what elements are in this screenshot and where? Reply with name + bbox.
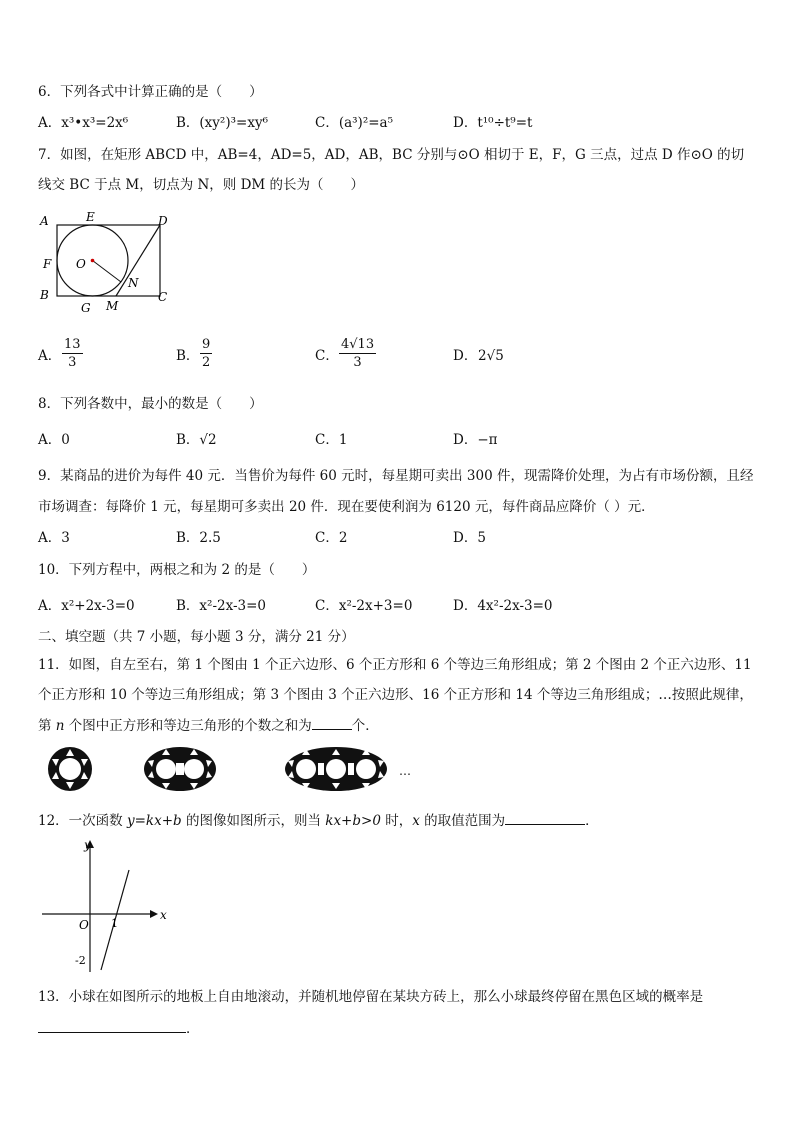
q13-answer-blank[interactable] — [38, 1032, 186, 1033]
q8-stem: 8．下列各数中，最小的数是（ ） — [38, 396, 263, 412]
tick-neg2-label: -2 — [75, 954, 86, 967]
section2-title: 二、填空题（共 7 小题，每小题 3 分，满分 21 分） — [38, 629, 355, 645]
tick-1-label: 1 — [111, 917, 118, 930]
label-f: F — [43, 257, 52, 271]
label-m: M — [106, 299, 119, 313]
q7-option-a-numerator: 13 — [64, 337, 81, 352]
q11-pattern-figure-2 — [143, 746, 217, 792]
q11-pattern-figure-3 — [284, 746, 388, 792]
q11-line3-n: n — [55, 718, 65, 734]
q10-option-a: A．x²+2x-3=0 — [38, 598, 135, 614]
label-e: E — [86, 210, 95, 224]
axis-y-label: y — [84, 838, 91, 852]
q12-stem-func: y=kx+b — [126, 813, 182, 829]
q7-option-b-numerator: 9 — [202, 337, 211, 352]
q7-option-b-denominator: 2 — [202, 355, 211, 370]
q11-line2: 个正方形和 10 个等边三角形组成；第 3 个图由 3 个正六边形、16 个正方形和 14 个等边三角形组成；…按照此规律， — [38, 687, 753, 703]
q11-line1: 11．如图，自左至右，第 1 个图由 1 个正六边形、6 个正方形和 6 个等边三角形组成；第 2 个图由 2 个正六边形、11 — [38, 657, 752, 673]
q12-stem-mid: 的图像如图所示，则当 — [181, 813, 326, 829]
q9-stem-line2: 市场调查：每降价 1 元，每星期可多卖出 20 件．现在要使利润为 6120 元，每件商品应降价（ ）元． — [38, 499, 655, 515]
q11-line3-end: 个． — [351, 718, 379, 734]
radius-on — [93, 261, 122, 283]
label-a: A — [40, 214, 49, 228]
q10-option-c: C．x²-2x+3=0 — [315, 598, 413, 614]
q9-option-a: A．3 — [38, 530, 70, 546]
q7-option-b-label: B． — [176, 348, 200, 364]
q12-stem-end: ． — [585, 813, 599, 829]
q7-option-c-denominator: 3 — [353, 355, 362, 370]
q6-option-d: D．t¹⁰÷t⁹=t — [453, 115, 533, 131]
q12-stem — [38, 812, 599, 830]
q7-option-c-fraction — [339, 337, 376, 370]
q11-pattern-figure-1 — [44, 746, 96, 792]
q8-option-b: B．√2 — [176, 432, 217, 448]
q6-stem: 6．下列各式中计算正确的是（ ） — [38, 84, 263, 100]
q7-option-d-value: 2√5 — [478, 348, 504, 364]
q8-option-a: A．0 — [38, 432, 70, 448]
q11-line3-post: 个图中正方形和等边三角形的个数之和为 — [64, 718, 312, 734]
q9-option-c: C．2 — [315, 530, 348, 546]
q13-line1: 13．小球在如图所示的地板上自由地滚动，并随机地停留在某块方砖上，那么小球最终停留在黑色区域的概率是 — [38, 989, 704, 1005]
q13-line2-end: ． — [186, 1021, 200, 1037]
q12-stem-post: 的取值范围为 — [419, 813, 506, 829]
q8-option-d: D．−π — [453, 432, 498, 448]
q11-line3 — [38, 717, 379, 735]
x-axis-arrow — [150, 910, 158, 918]
label-b: B — [40, 288, 49, 302]
q7-option-a-fraction — [62, 337, 83, 370]
q6-option-a: A．x³•x³=2x⁶ — [38, 115, 129, 131]
q12-stem-x: x — [412, 813, 420, 829]
label-d: D — [158, 214, 168, 228]
q12-stem-mid2: 时， — [380, 813, 413, 829]
q11-ellipsis: … — [399, 764, 411, 778]
q12-stem-cond: kx+b>0 — [325, 813, 381, 829]
q7-stem-line2: 线交 BC 于点 M，切点为 N，则 DM 的长为（ ） — [38, 177, 365, 193]
label-o: O — [76, 257, 86, 271]
q7-rectangle-circle-figure — [34, 208, 174, 316]
q10-stem: 10．下列方程中，两根之和为 2 的是（ ） — [38, 562, 316, 578]
q7-option-b-fraction — [200, 337, 212, 370]
q7-option-a-label: A． — [38, 348, 62, 364]
q7-stem-line1: 7．如图，在矩形 ABCD 中，AB=4，AD=5，AD，AB，BC 分别与⊙O 相切于 E，F，G 三点，过点 D 作⊙O 的切 — [38, 147, 745, 163]
q8-option-c: C．1 — [315, 432, 348, 448]
label-n: N — [128, 276, 139, 290]
q12-linear-function-graph — [38, 836, 174, 976]
label-g: G — [81, 301, 91, 315]
q9-option-b: B．2.5 — [176, 530, 221, 546]
q7-option-d-label: D． — [453, 348, 478, 364]
q12-answer-blank[interactable] — [505, 824, 585, 825]
q6-option-b: B．(xy²)³=xy⁶ — [176, 115, 268, 131]
q11-answer-blank[interactable] — [312, 729, 352, 730]
q10-option-b: B．x²-2x-3=0 — [176, 598, 267, 614]
q7-option-c-label: C． — [315, 348, 339, 364]
q7-option-a-denominator: 3 — [68, 355, 77, 370]
rectangle-abcd — [57, 225, 160, 296]
label-c: C — [158, 290, 168, 304]
center-dot — [91, 259, 95, 263]
origin-label: O — [79, 918, 89, 932]
q7-option-c-numerator: 4√13 — [341, 337, 375, 352]
q13-line2 — [38, 1020, 200, 1038]
q9-stem-line1: 9．某商品的进价为每件 40 元．当售价为每件 60 元时，每星期可卖出 300 件，现需降价处理，为占有市场份额，且经 — [38, 468, 754, 484]
q11-line3-pre: 第 — [38, 718, 56, 734]
q9-option-d: D．5 — [453, 530, 486, 546]
q12-stem-pre: 12．一次函数 — [38, 813, 127, 829]
q6-option-c: C．(a³)²=a⁵ — [315, 115, 394, 131]
axis-x-label: x — [160, 908, 167, 922]
q10-option-d: D．4x²-2x-3=0 — [453, 598, 553, 614]
